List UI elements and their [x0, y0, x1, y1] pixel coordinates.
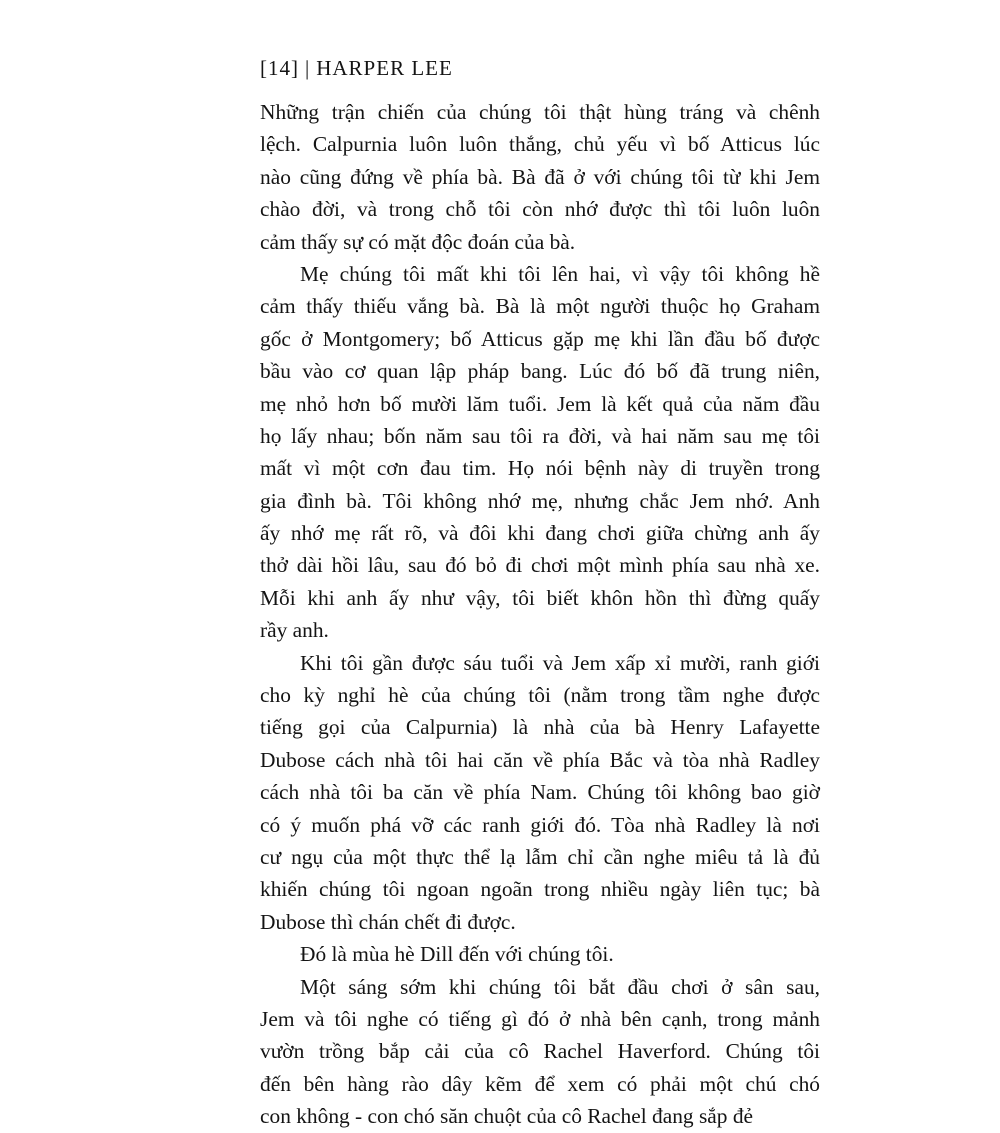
text-line: cư ngụ của một thực thể lạ lẫm chỉ cần nghe miêu tả là đủ	[260, 844, 820, 869]
text-line: mất vì một cơn đau tim. Họ nói bệnh này di truyền trong	[260, 456, 820, 481]
text-line: Dubose thì chán chết đi được.	[260, 909, 516, 934]
text-line: mẹ nhỏ hơn bố mười lăm tuổi. Jem là kết quả của năm đầu	[260, 391, 820, 416]
text-line: Mẹ chúng tôi mất khi tôi lên hai, vì vậy tôi không hề	[300, 261, 820, 286]
text-line: Đó là mùa hè Dill đến với chúng tôi.	[300, 942, 614, 967]
text-line: vườn trồng bắp cải của cô Rachel Haverford. Chúng tôi	[260, 1039, 820, 1064]
text-line: nào cũng đứng về phía bà. Bà đã ở với chúng tôi từ khi Jem	[260, 164, 820, 189]
paragraph	[260, 938, 820, 970]
text-line: chào đời, và trong chỗ tôi còn nhớ được thì tôi luôn luôn	[260, 197, 820, 222]
text-line: con không - con chó săn chuột của cô Rachel đang sắp đẻ	[260, 1104, 754, 1129]
page-number: [14]	[260, 56, 299, 80]
text-line: khiến chúng tôi ngoan ngoãn trong nhiều ngày liên tục; bà	[260, 877, 820, 902]
text-line: đến bên hàng rào dây kẽm để xem có phải một chú chó	[260, 1071, 820, 1096]
text-line: thở dài hồi lâu, sau đó bỏ đi chơi một mình phía sau nhà xe.	[260, 553, 820, 578]
text-line: Khi tôi gần được sáu tuổi và Jem xấp xỉ mười, ranh giới	[300, 650, 820, 675]
text-line: Dubose cách nhà tôi hai căn về phía Bắc và tòa nhà Radley	[260, 747, 820, 772]
text-line: ấy nhớ mẹ rất rõ, và đôi khi đang chơi giữa chừng anh ấy	[260, 521, 820, 546]
text-line: có ý muốn phá vỡ các ranh giới đó. Tòa nhà Radley là nơi	[260, 812, 820, 837]
paragraph	[260, 258, 820, 647]
text-line: họ lấy nhau; bốn năm sau tôi ra đời, và hai năm sau mẹ tôi	[260, 423, 820, 448]
header-separator: |	[305, 56, 311, 80]
text-line: gốc ở Montgomery; bố Atticus gặp mẹ khi lần đầu bố được	[260, 326, 820, 351]
text-line: gia đình bà. Tôi không nhớ mẹ, nhưng chắc Jem nhớ. Anh	[260, 488, 820, 513]
paragraph	[260, 647, 820, 939]
text-line: Mỗi khi anh ấy như vậy, tôi biết khôn hồn thì đừng quấy	[260, 585, 820, 610]
running-head	[260, 56, 453, 81]
text-line: cách nhà tôi ba căn về phía Nam. Chúng tôi không bao giờ	[260, 780, 820, 805]
text-line: lệch. Calpurnia luôn luôn thắng, chủ yếu vì bố Atticus lúc	[260, 132, 820, 157]
text-line: Một sáng sớm khi chúng tôi bắt đầu chơi ở sân sau,	[300, 974, 820, 999]
text-line: cảm thấy thiếu vắng bà. Bà là một người thuộc họ Graham	[260, 294, 820, 319]
text-line: cảm thấy sự có mặt độc đoán của bà.	[260, 229, 576, 254]
text-line: rầy anh.	[260, 618, 329, 643]
text-line: tiếng gọi của Calpurnia) là nhà của bà Henry Lafayette	[260, 715, 820, 740]
author-name: HARPER LEE	[316, 56, 453, 80]
text-line: bầu vào cơ quan lập pháp bang. Lúc đó bố đã trung niên,	[260, 359, 820, 384]
paragraph	[260, 96, 820, 258]
paragraph	[260, 971, 820, 1133]
text-line: Những trận chiến của chúng tôi thật hùng tráng và chênh	[260, 100, 820, 124]
body-text	[260, 96, 820, 1133]
text-line: cho kỳ nghỉ hè của chúng tôi (nằm trong tầm nghe được	[260, 683, 820, 708]
text-line: Jem và tôi nghe có tiếng gì đó ở nhà bên cạnh, trong mảnh	[260, 1006, 820, 1031]
